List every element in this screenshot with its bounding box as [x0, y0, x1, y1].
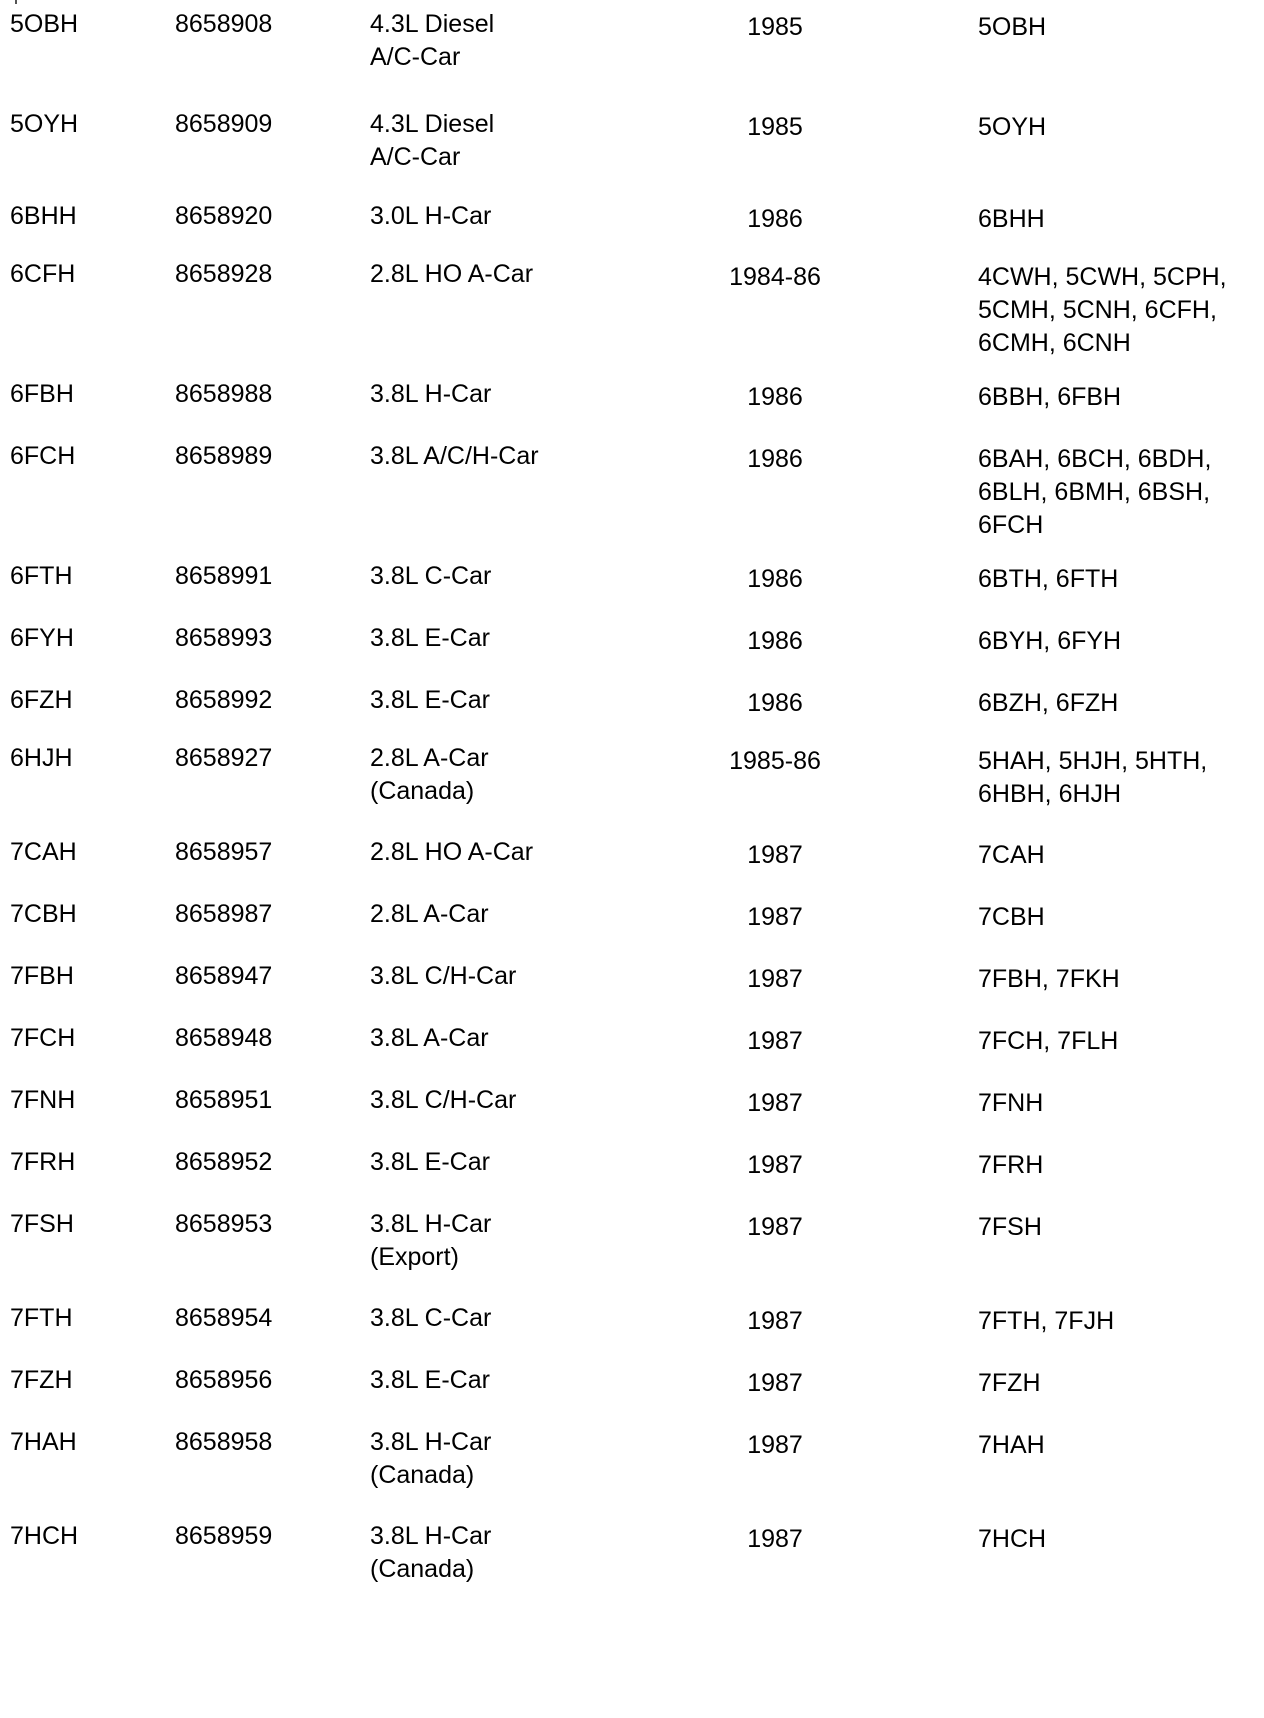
replaces-cell-line: 6BZH, 6FZH	[978, 689, 1119, 717]
code-cell: 6BHH	[10, 202, 77, 230]
year-cell: 1985-86	[729, 747, 821, 775]
replaces-cell-line: 5CMH, 5CNH, 6CFH,	[978, 296, 1217, 324]
description-cell-line: 4.3L Diesel	[370, 10, 495, 38]
description-cell-line: A/C-Car	[370, 143, 461, 171]
year-cell: 1986	[747, 565, 803, 593]
code-cell: 7FBH	[10, 962, 74, 990]
part-number-cell: 8658928	[175, 260, 273, 288]
code-cell: 6FZH	[10, 686, 73, 714]
description-cell	[370, 960, 516, 993]
part-number-cell: 8658992	[175, 686, 273, 714]
replaces-cell	[978, 1149, 1043, 1182]
part-number-cell: 8658954	[175, 1304, 273, 1332]
year-cell: 1986	[747, 445, 803, 473]
replaces-cell-line: 7FSH	[978, 1213, 1042, 1241]
year-cell: 1987	[747, 1525, 803, 1553]
description-cell-line: 3.8L H-Car	[370, 1210, 492, 1238]
part-number-cell: 8658993	[175, 624, 273, 652]
part-number-cell: 8658927	[175, 744, 273, 772]
replaces-cell	[978, 261, 1227, 360]
code-cell: 7CAH	[10, 838, 77, 866]
description-cell-line: A/C-Car	[370, 43, 461, 71]
replaces-cell-line: 6FCH	[978, 511, 1044, 539]
replaces-cell	[978, 563, 1118, 596]
code-cell: 6CFH	[10, 260, 76, 288]
description-cell-line: (Canada)	[370, 777, 475, 805]
code-cell: 7FSH	[10, 1210, 74, 1238]
part-number-cell: 8658920	[175, 202, 273, 230]
replaces-cell-line: 7CAH	[978, 841, 1045, 869]
replaces-cell-line: 6BBH, 6FBH	[978, 383, 1122, 411]
description-cell-line: 3.8L E-Car	[370, 686, 490, 714]
replaces-cell-line: 6CMH, 6CNH	[978, 329, 1131, 357]
replaces-cell-line: 7FNH	[978, 1089, 1044, 1117]
description-cell-line: 3.8L C/H-Car	[370, 962, 517, 990]
year-cell: 1987	[747, 841, 803, 869]
description-cell	[370, 742, 489, 808]
replaces-cell	[978, 1025, 1118, 1058]
code-cell: 6FTH	[10, 562, 73, 590]
year-cell: 1985	[747, 13, 803, 41]
description-cell	[370, 836, 533, 869]
replaces-cell-line: 6BAH, 6BCH, 6BDH,	[978, 445, 1212, 473]
description-cell-line: 2.8L HO A-Car	[370, 838, 534, 866]
replaces-cell	[978, 963, 1120, 996]
replaces-cell	[978, 1211, 1042, 1244]
part-number-cell: 8658947	[175, 962, 273, 990]
code-cell: 6FYH	[10, 624, 74, 652]
replaces-cell	[978, 11, 1046, 44]
description-cell-line: 3.8L H-Car	[370, 380, 492, 408]
description-cell-line: 3.8L A-Car	[370, 1024, 489, 1052]
description-cell-line: 2.8L A-Car	[370, 900, 489, 928]
part-number-cell: 8658952	[175, 1148, 273, 1176]
description-cell	[370, 1426, 491, 1492]
replaces-cell-line: 4CWH, 5CWH, 5CPH,	[978, 263, 1227, 291]
replaces-cell	[978, 1305, 1114, 1338]
replaces-cell-line: 7HAH	[978, 1431, 1045, 1459]
part-number-cell: 8658991	[175, 562, 273, 590]
replaces-cell-line: 7FTH, 7FJH	[978, 1307, 1115, 1335]
part-number-cell: 8658958	[175, 1428, 273, 1456]
code-cell: 5OBH	[10, 10, 79, 38]
replaces-cell-line: 7CBH	[978, 903, 1045, 931]
replaces-cell-line: 5OYH	[978, 113, 1047, 141]
year-cell: 1986	[747, 205, 803, 233]
replaces-cell-line: 7FBH, 7FKH	[978, 965, 1120, 993]
year-cell: 1987	[747, 1089, 803, 1117]
year-cell: 1987	[747, 1431, 803, 1459]
replaces-cell-line: 5OBH	[978, 13, 1047, 41]
description-cell-line: (Export)	[370, 1243, 459, 1271]
code-cell: 7FZH	[10, 1366, 73, 1394]
description-cell	[370, 258, 533, 291]
description-cell	[370, 108, 494, 174]
replaces-cell-line: 6BLH, 6BMH, 6BSH,	[978, 478, 1211, 506]
description-cell-line: 3.8L E-Car	[370, 1148, 490, 1176]
replaces-cell	[978, 1523, 1046, 1556]
replaces-cell	[978, 443, 1211, 542]
replaces-cell	[978, 687, 1118, 720]
part-number-cell: 8658989	[175, 442, 273, 470]
replaces-cell	[978, 625, 1121, 658]
description-cell-line: 2.8L HO A-Car	[370, 260, 534, 288]
year-cell: 1987	[747, 1027, 803, 1055]
description-cell	[370, 1084, 516, 1117]
description-cell-line: 3.8L H-Car	[370, 1428, 492, 1456]
part-number-cell: 8658988	[175, 380, 273, 408]
code-cell: 6HJH	[10, 744, 73, 772]
replaces-cell-line: 7FRH	[978, 1151, 1044, 1179]
replaces-cell	[978, 1429, 1045, 1462]
description-cell	[370, 1364, 490, 1397]
description-cell-line: (Canada)	[370, 1461, 475, 1489]
description-cell	[370, 1208, 491, 1274]
description-cell	[370, 1302, 491, 1335]
description-cell	[370, 898, 489, 931]
replaces-cell	[978, 203, 1045, 236]
year-cell: 1987	[747, 1213, 803, 1241]
replaces-cell	[978, 1367, 1041, 1400]
part-number-cell: 8658951	[175, 1086, 273, 1114]
replaces-cell	[978, 745, 1207, 811]
scan-speck	[15, 0, 17, 4]
year-cell: 1987	[747, 965, 803, 993]
description-cell-line: 4.3L Diesel	[370, 110, 495, 138]
description-cell	[370, 440, 539, 473]
description-cell-line: 3.8L A/C/H-Car	[370, 442, 539, 470]
description-cell	[370, 684, 490, 717]
year-cell: 1987	[747, 1151, 803, 1179]
replaces-cell	[978, 839, 1045, 872]
replaces-cell	[978, 111, 1046, 144]
description-cell	[370, 622, 490, 655]
part-number-cell: 8658956	[175, 1366, 273, 1394]
code-cell: 7FCH	[10, 1024, 76, 1052]
description-cell	[370, 200, 491, 233]
year-cell: 1986	[747, 383, 803, 411]
year-cell: 1984-86	[729, 263, 821, 291]
description-cell	[370, 1022, 489, 1055]
replaces-cell-line: 5HAH, 5HJH, 5HTH,	[978, 747, 1208, 775]
description-cell-line: 3.8L E-Car	[370, 1366, 490, 1394]
description-cell-line: 3.8L H-Car	[370, 1522, 492, 1550]
code-cell: 7HCH	[10, 1522, 79, 1550]
description-cell-line: (Canada)	[370, 1555, 475, 1583]
replaces-cell	[978, 1087, 1043, 1120]
year-cell: 1987	[747, 903, 803, 931]
description-cell-line: 2.8L A-Car	[370, 744, 489, 772]
part-number-cell: 8658948	[175, 1024, 273, 1052]
code-cell: 7CBH	[10, 900, 77, 928]
replaces-cell-line: 6BHH	[978, 205, 1045, 233]
part-number-cell: 8658959	[175, 1522, 273, 1550]
replaces-cell-line: 6HBH, 6HJH	[978, 780, 1122, 808]
code-cell: 6FBH	[10, 380, 74, 408]
description-cell-line: 3.0L H-Car	[370, 202, 492, 230]
replaces-cell	[978, 381, 1121, 414]
part-number-cell: 8658909	[175, 110, 273, 138]
description-cell-line: 3.8L C-Car	[370, 562, 492, 590]
replaces-cell-line: 7HCH	[978, 1525, 1047, 1553]
part-number-cell: 8658908	[175, 10, 273, 38]
year-cell: 1986	[747, 689, 803, 717]
description-cell	[370, 1146, 490, 1179]
code-cell: 7FRH	[10, 1148, 76, 1176]
year-cell: 1987	[747, 1307, 803, 1335]
replaces-cell	[978, 901, 1045, 934]
code-cell: 7HAH	[10, 1428, 77, 1456]
description-cell-line: 3.8L C/H-Car	[370, 1086, 517, 1114]
year-cell: 1987	[747, 1369, 803, 1397]
description-cell	[370, 8, 494, 74]
replaces-cell-line: 7FZH	[978, 1369, 1041, 1397]
code-cell: 6FCH	[10, 442, 76, 470]
code-cell: 7FNH	[10, 1086, 76, 1114]
code-cell: 7FTH	[10, 1304, 73, 1332]
replaces-cell-line: 7FCH, 7FLH	[978, 1027, 1119, 1055]
description-cell	[370, 1520, 491, 1586]
description-cell	[370, 378, 491, 411]
description-cell	[370, 560, 491, 593]
description-cell-line: 3.8L C-Car	[370, 1304, 492, 1332]
year-cell: 1986	[747, 627, 803, 655]
part-number-cell: 8658953	[175, 1210, 273, 1238]
part-number-cell: 8658957	[175, 838, 273, 866]
replaces-cell-line: 6BTH, 6FTH	[978, 565, 1119, 593]
replaces-cell-line: 6BYH, 6FYH	[978, 627, 1122, 655]
description-cell-line: 3.8L E-Car	[370, 624, 490, 652]
code-cell: 5OYH	[10, 110, 79, 138]
part-number-cell: 8658987	[175, 900, 273, 928]
year-cell: 1985	[747, 113, 803, 141]
